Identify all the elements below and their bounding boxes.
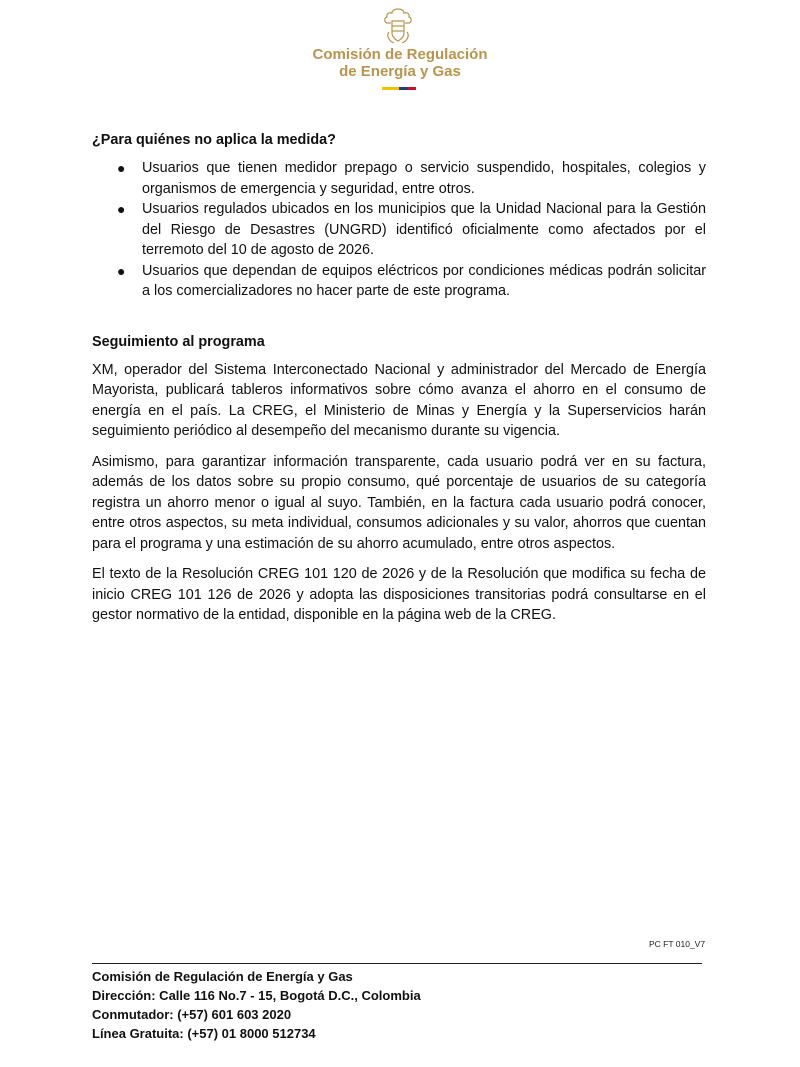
flag-stripe: [382, 87, 416, 90]
paragraph: Asimismo, para garantizar información transparente, cada usuario podrá ver en su factura, además de los datos sobre su propio consumo, qué porcentaje de usuarios de su categoría registra un ahorro menor o igual al suyo. También, en la factura cada usuario podrá conocer, entre otros aspectos, su meta individual, consumos adicionales y su valor, ahorros que cuentan para el programa y una estimación de su ahorro acumulado, entre otros aspectos.: [92, 453, 706, 552]
list-item-text: Usuarios que tienen medidor prepago o servicio suspendido, hospitales, colegios y organismos de emergencia y seguridad, entre otros.: [142, 160, 706, 197]
form-code: PC FT 010_V7: [649, 939, 706, 949]
list-item: [92, 199, 706, 261]
footer-org-name: Comisión de Regulación de Energía y Gas: [92, 969, 353, 984]
footer-address: Dirección: Calle 116 No.7 - 15, Bogotá D.C., Colombia: [92, 988, 421, 1003]
flag-blue-stripe: [399, 87, 408, 90]
list-item-text: Usuarios que dependan de equipos eléctricos por condiciones médicas podrán solicitar a los comercializadores no hacer parte de este programa.: [142, 262, 706, 299]
flag-yellow-stripe: [382, 87, 399, 90]
page-header: [0, 0, 800, 100]
section-heading-exclusions: ¿Para quiénes no aplica la medida?: [92, 132, 336, 148]
bullet-icon: ●: [117, 201, 126, 217]
list-item: [92, 261, 706, 302]
org-name-line1: Comisión de Regulación: [312, 46, 488, 63]
footer-divider: [92, 963, 702, 964]
section-monitoring: [92, 332, 706, 626]
page-footer: [92, 967, 712, 1043]
bullet-icon: ●: [117, 160, 126, 176]
org-name-line2: de Energía y Gas: [339, 63, 461, 80]
footer-phone: Conmutador: (+57) 601 603 2020: [92, 1007, 292, 1022]
footer-toll-free: Línea Gratuita: (+57) 01 8000 512734: [92, 1026, 316, 1041]
paragraph: XM, operador del Sistema Interconectado Nacional y administrador del Mercado de Energía Mayorista, publicará tableros informativos sobre cómo avanza el ahorro en el consumo de energía en el país. La CREG, el Ministerio de Minas y Energía y la Superservicios harán seguimiento periódico al desempeño del mecanismo durante su vigencia.: [92, 361, 706, 439]
bullet-icon: ●: [117, 262, 126, 279]
section-heading-monitoring: Seguimiento al programa: [92, 333, 265, 350]
list-item-text: Usuarios regulados ubicados en los municipios que la Unidad Nacional para la Gestión del Riesgo de Desastres (UNGRD) identificó oficialmente como afectados por el terremoto del 10 de agosto de 2026.: [142, 201, 706, 258]
coat-of-arms-icon: [380, 6, 416, 46]
document-body: [92, 130, 706, 636]
flag-red-stripe: [408, 87, 416, 90]
exclusions-list: [92, 158, 706, 302]
paragraph: El texto de la Resolución CREG 101 120 de 2026 y de la Resolución que modifica su fecha de inicio CREG 101 126 de 2026 y adopta las disposiciones transitorias podrá consultarse en el gestor normativo de la entidad, disponible en la página web de la CREG.: [92, 566, 706, 623]
list-item: [92, 158, 706, 199]
